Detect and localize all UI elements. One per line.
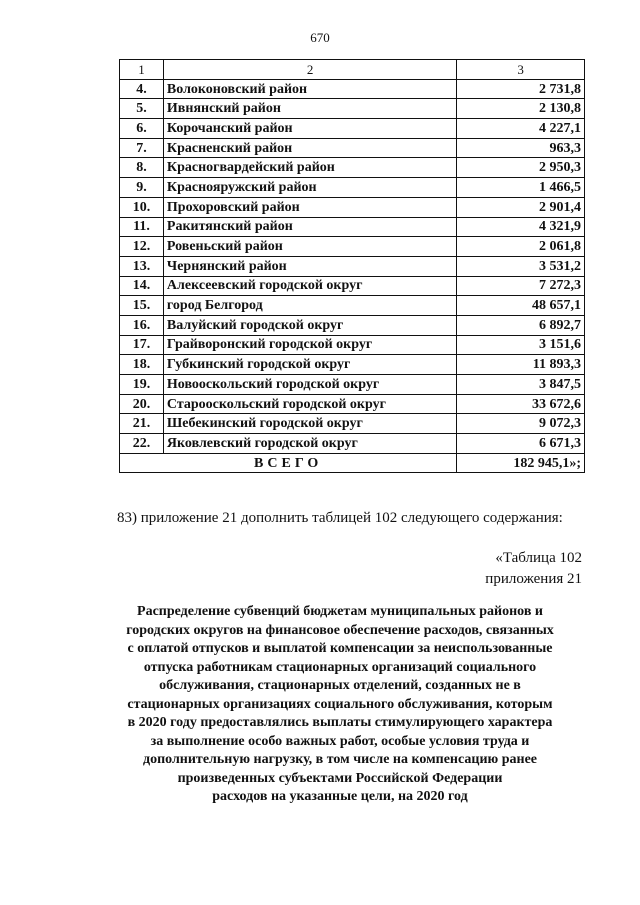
row-name: Прохоровский район — [163, 197, 456, 217]
row-value: 2 901,4 — [457, 197, 585, 217]
row-name: Старооскольский городской округ — [163, 394, 456, 414]
table-row — [120, 158, 585, 178]
row-value: 33 672,6 — [457, 394, 585, 414]
table-row — [120, 178, 585, 198]
amendment-text: 83) приложение 21 дополнить таблицей 102 следующего содержания: — [117, 510, 563, 526]
table-row — [120, 197, 585, 217]
table-title — [95, 603, 585, 807]
table-row — [120, 79, 585, 99]
row-value: 1 466,5 — [457, 178, 585, 198]
row-value: 2 061,8 — [457, 237, 585, 257]
table-row — [120, 355, 585, 375]
row-number: 11. — [120, 217, 164, 237]
table-row — [120, 375, 585, 395]
total-label: ВСЕГО — [120, 453, 457, 473]
row-number: 6. — [120, 119, 164, 139]
caption-line-2: приложения 21 — [485, 571, 582, 587]
row-number: 13. — [120, 256, 164, 276]
title-line: Распределение субвенций бюджетам муниципальных районов и — [137, 604, 543, 619]
row-name: Корочанский район — [163, 119, 456, 139]
total-value: 182 945,1»; — [457, 453, 585, 473]
row-value: 3 847,5 — [457, 375, 585, 395]
row-number: 8. — [120, 158, 164, 178]
row-number: 21. — [120, 414, 164, 434]
row-value: 7 272,3 — [457, 276, 585, 296]
caption-line-1: «Таблица 102 — [495, 550, 582, 566]
row-number: 16. — [120, 315, 164, 335]
table-row — [120, 276, 585, 296]
row-name: Новооскольский городской округ — [163, 375, 456, 395]
row-value: 2 950,3 — [457, 158, 585, 178]
row-value: 9 072,3 — [457, 414, 585, 434]
row-value: 11 893,3 — [457, 355, 585, 375]
row-name: Краснояружский район — [163, 178, 456, 198]
table-row — [120, 256, 585, 276]
title-line: отпуска работникам стационарных организаций социального — [143, 659, 537, 675]
row-number: 10. — [120, 197, 164, 217]
title-line: городских округов на финансовое обеспечение расходов, связанных — [126, 622, 554, 638]
row-number: 20. — [120, 394, 164, 414]
row-name: город Белгород — [163, 296, 456, 316]
row-name: Ракитянский район — [163, 217, 456, 237]
table-row — [120, 315, 585, 335]
row-number: 9. — [120, 178, 164, 198]
table-row — [120, 138, 585, 158]
row-value: 3 151,6 — [457, 335, 585, 355]
table-row — [120, 296, 585, 316]
row-name: Губкинский городской округ — [163, 355, 456, 375]
page-number: 670 — [310, 30, 330, 45]
row-number: 17. — [120, 335, 164, 355]
row-number: 18. — [120, 355, 164, 375]
title-line: дополнительную нагрузку, в том числе на компенсацию ранее — [142, 752, 537, 767]
row-name: Красногвардейский район — [163, 158, 456, 178]
title-line: обслуживания, стационарных отделений, созданных не в — [159, 678, 521, 693]
row-number: 15. — [120, 296, 164, 316]
title-line: за выполнение особо важных работ, особые условия труда и — [150, 733, 530, 749]
total-row — [120, 453, 585, 473]
table-row — [120, 434, 585, 454]
row-name: Ивнянский район — [163, 99, 456, 119]
column-header-3: 3 — [457, 60, 585, 80]
row-number: 22. — [120, 434, 164, 454]
row-number: 7. — [120, 138, 164, 158]
table-caption — [485, 548, 582, 590]
row-value: 6 671,3 — [457, 434, 585, 454]
row-name: Ровеньский район — [163, 237, 456, 257]
table-row — [120, 119, 585, 139]
row-value: 2 130,8 — [457, 99, 585, 119]
row-name: Чернянский район — [163, 256, 456, 276]
row-value: 48 657,1 — [457, 296, 585, 316]
row-value: 2 731,8 — [457, 79, 585, 99]
title-line: в 2020 году предоставлялись выплаты стимулирующего характера — [127, 715, 553, 730]
table-header-row — [120, 60, 585, 80]
row-name: Грайворонский городской округ — [163, 335, 456, 355]
row-name: Валуйский городской округ — [163, 315, 456, 335]
table-row — [120, 99, 585, 119]
row-name: Яковлевский городской округ — [163, 434, 456, 454]
row-value: 4 227,1 — [457, 119, 585, 139]
table-row — [120, 217, 585, 237]
row-number: 14. — [120, 276, 164, 296]
table-row — [120, 414, 585, 434]
table-row — [120, 237, 585, 257]
column-header-1: 1 — [120, 60, 164, 80]
row-value: 3 531,2 — [457, 256, 585, 276]
row-number: 5. — [120, 99, 164, 119]
column-header-2: 2 — [163, 60, 456, 80]
row-name: Алексеевский городской округ — [163, 276, 456, 296]
row-value: 6 892,7 — [457, 315, 585, 335]
title-line: с оплатой отпусков и выплатой компенсации за неиспользованные — [127, 641, 553, 656]
title-line: произведенных субъектами Российской Федерации — [177, 770, 503, 786]
row-value: 963,3 — [457, 138, 585, 158]
row-name: Красненский район — [163, 138, 456, 158]
row-number: 19. — [120, 375, 164, 395]
subvention-table — [119, 59, 585, 473]
row-name: Шебекинский городской округ — [163, 414, 456, 434]
table-row — [120, 394, 585, 414]
row-number: 12. — [120, 237, 164, 257]
row-name: Волоконовский район — [163, 79, 456, 99]
table-row — [120, 335, 585, 355]
title-line: стационарных организациях социального обслуживания, которым — [127, 696, 553, 712]
row-value: 4 321,9 — [457, 217, 585, 237]
row-number: 4. — [120, 79, 164, 99]
title-line: расходов на указанные цели, на 2020 год — [212, 789, 468, 804]
